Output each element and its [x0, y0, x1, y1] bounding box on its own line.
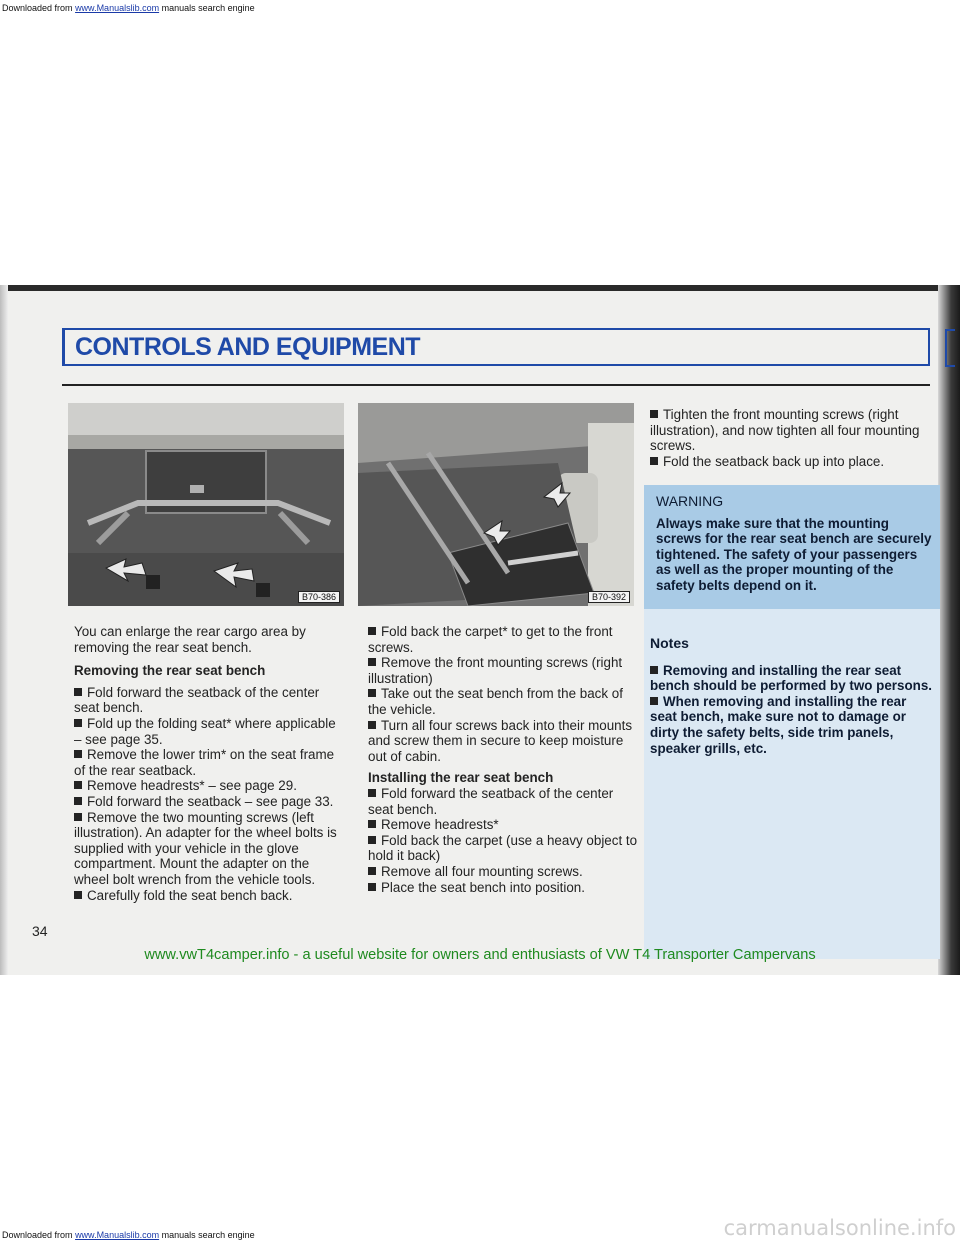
- page-left-edge: [0, 285, 8, 975]
- notes-title: Notes: [650, 635, 689, 651]
- bullet-icon: [368, 820, 376, 828]
- bullet-icon: [368, 658, 376, 666]
- bullet-icon: [74, 797, 82, 805]
- intro-text: You can enlarge the rear cargo area by removing the rear seat bench.: [74, 624, 306, 655]
- bullet-icon: [650, 666, 658, 674]
- list-item: Fold back the carpet* to get to the front screws.: [368, 624, 613, 655]
- bullet-icon: [650, 410, 658, 418]
- bullet-icon: [650, 697, 658, 705]
- list-item: Remove all four mounting screws.: [368, 864, 640, 880]
- bullet-icon: [74, 891, 82, 899]
- bullet-icon: [368, 883, 376, 891]
- download-banner-bottom: [2, 1230, 255, 1240]
- notes-section: [650, 636, 936, 756]
- bullet-icon: [368, 836, 376, 844]
- column-left: [74, 624, 346, 903]
- page-number: 34: [32, 923, 48, 939]
- warning-title: WARNING: [656, 493, 724, 509]
- bullet-icon: [74, 688, 82, 696]
- section-title: CONTROLS AND EQUIPMENT: [75, 333, 421, 361]
- bullet-icon: [368, 627, 376, 635]
- subheading-removing: Removing the rear seat bench: [74, 663, 266, 679]
- list-item: Remove headrests*: [368, 817, 640, 833]
- column-right: [650, 407, 938, 469]
- note-item: When removing and installing the rear seat bench, make sure not to damage or dirty the safety belts, side trim panels, speaker grills, etc.: [650, 693, 907, 756]
- list-item: Fold forward the seatback – see page 33.: [74, 794, 346, 810]
- note-item: Removing and installing the rear seat bench should be performed by two persons.: [650, 662, 932, 694]
- list-item: Tighten the front mounting screws (right illustration), and now tighten all four mounting screws.: [650, 407, 920, 454]
- list-item: Remove the two mounting screws (left illustration). An adapter for the wheel bolts is supplied with your vehicle in the glove compartment. Mount the adapter on the wheel bolt wrench from the vehicle tools.: [74, 809, 337, 887]
- manualslib-link[interactable]: www.Manualslib.com: [75, 1230, 160, 1240]
- list-item: Remove headrests* – see page 29.: [74, 778, 346, 794]
- bullet-icon: [74, 719, 82, 727]
- bullet-icon: [650, 457, 658, 465]
- banner-prefix: Downloaded from: [2, 3, 73, 13]
- bullet-icon: [368, 789, 376, 797]
- list-item: Remove the lower trim* on the seat frame of the rear seatback.: [74, 747, 335, 778]
- subheading-installing: Installing the rear seat bench: [368, 770, 554, 786]
- list-item: Fold the seatback back up into place.: [650, 454, 938, 470]
- column-middle: [368, 624, 640, 895]
- seat-bench-photo: [68, 403, 344, 606]
- photo-code-left: B70-386: [298, 591, 340, 603]
- bullet-icon: [368, 689, 376, 697]
- bullet-icon: [74, 813, 82, 821]
- left-illustration: [68, 403, 344, 606]
- warning-text: Always make sure that the mounting screws for the rear seat bench are securely tightened. The safety of your passengers as well as the proper mounting of the safety belts depend on it.: [656, 515, 932, 593]
- page-top-edge: [0, 285, 960, 291]
- watermark: carmanualsonline.info: [723, 1216, 956, 1240]
- bullet-icon: [74, 781, 82, 789]
- next-page-header-tab: [945, 329, 955, 367]
- section-header: [62, 328, 930, 366]
- list-item: Place the seat bench into position.: [368, 880, 640, 896]
- banner-suffix: manuals search engine: [161, 1230, 255, 1240]
- list-item: Take out the seat bench from the back of the vehicle.: [368, 686, 623, 717]
- list-item: Fold back the carpet (use a heavy object to hold it back): [368, 832, 638, 864]
- photo-code-right: B70-392: [588, 591, 630, 603]
- list-item: Fold forward the seatback of the center seat bench.: [74, 684, 320, 716]
- banner-suffix: manuals search engine: [161, 3, 255, 13]
- list-item: Remove the front mounting screws (right illustration): [368, 655, 623, 686]
- list-item: Fold up the folding seat* where applicable – see page 35.: [74, 715, 336, 747]
- website-footer: www.vwT4camper.info - a useful website for owners and enthusiasts of VW T4 Transporter Campervans: [144, 947, 816, 963]
- banner-prefix: Downloaded from: [2, 1230, 73, 1240]
- manualslib-link[interactable]: www.Manualslib.com: [75, 3, 160, 13]
- header-rule: [62, 384, 930, 386]
- download-banner-top: [0, 0, 960, 16]
- right-illustration: [358, 403, 634, 606]
- warning-box: [644, 485, 940, 609]
- manual-page-spread: [0, 285, 960, 975]
- list-item: Fold forward the seatback of the center seat bench.: [368, 785, 614, 817]
- carpet-screws-photo: [358, 403, 634, 606]
- bullet-icon: [74, 750, 82, 758]
- list-item: Turn all four screws back into their mounts and screw them in secure to keep moisture out of cabin.: [368, 717, 633, 764]
- bullet-icon: [368, 721, 376, 729]
- page-binding-edge: [938, 285, 960, 975]
- bullet-icon: [368, 867, 376, 875]
- list-item: Carefully fold the seat bench back.: [74, 888, 346, 904]
